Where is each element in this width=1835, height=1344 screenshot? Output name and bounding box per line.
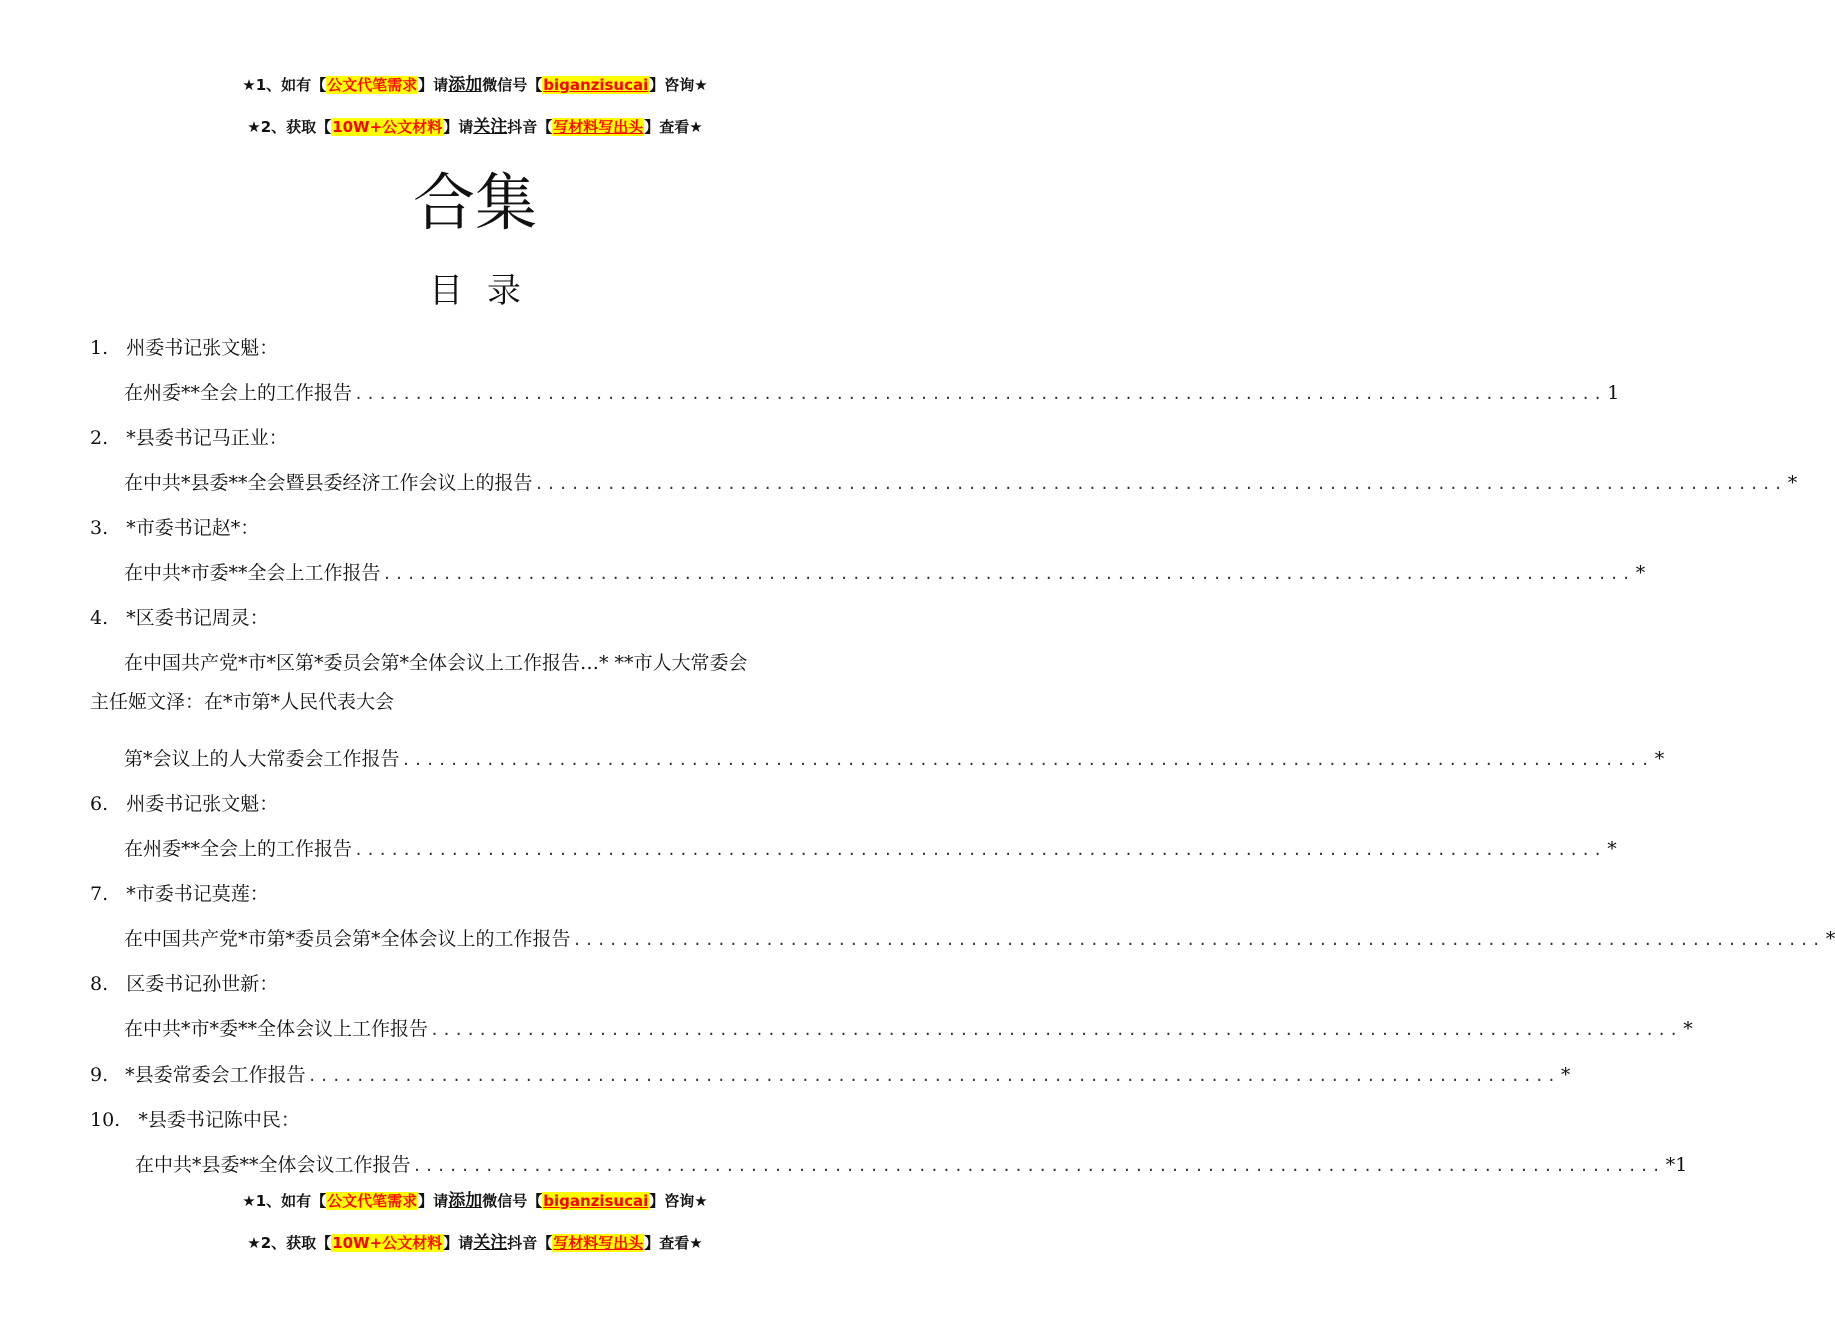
banner-text: 】请 (443, 1234, 474, 1252)
toc-heading-row (90, 1107, 300, 1133)
highlight-service: 公文代笔需求 (327, 76, 418, 94)
toc-entry[interactable] (124, 470, 1798, 497)
toc-leader-dots: ........................................................................................................ (307, 1067, 1559, 1085)
toc-entry-title: 在中共*市*委**全体会议上工作报告 (124, 1018, 429, 1040)
highlight-service: 公文代笔需求 (327, 1192, 418, 1210)
toc-leader-dots: ........................................................................................................ (354, 385, 1606, 403)
toc-page-number: * (1560, 1064, 1571, 1086)
toc-heading-row (90, 605, 269, 631)
toc-number: 8. (90, 973, 109, 995)
toc-leader-dots: ........................................................................................................ (412, 1157, 1664, 1175)
toc-heading-row (90, 425, 288, 451)
toc-heading-row (90, 971, 278, 997)
toc-entry[interactable] (124, 836, 1617, 863)
douyin-account-link[interactable]: 写材料写出头 (553, 1234, 644, 1252)
toc-number: 1. (90, 337, 109, 359)
toc-number: 7. (90, 883, 109, 905)
banner-text: ★1、如有【 (242, 76, 327, 94)
toc-heading-text: *市委书记赵*： (126, 517, 260, 539)
toc-entry[interactable] (124, 380, 1620, 407)
highlight-materials: 10W+公文材料 (332, 1234, 443, 1252)
toc-page-number: * (1787, 472, 1798, 494)
toc-leader-dots: ........................................................................................................ (430, 1021, 1682, 1039)
toc-entry-title: 主任姬文泽：在*市第*人民代表大会 (90, 691, 395, 713)
toc-heading-row (90, 335, 278, 361)
banner-emphasis: 关注 (473, 1233, 508, 1253)
footer-banner-line-2 (0, 1228, 950, 1253)
toc-page-number: * (1825, 928, 1835, 950)
toc-entry-title: 在中共*县委**全体会议工作报告 (135, 1154, 411, 1176)
banner-text: ★2、获取【 (247, 118, 332, 136)
toc-heading-text: *县委书记马正业： (126, 427, 288, 449)
toc-page-number: 1 (1607, 382, 1620, 404)
banner-text: 抖音【 (507, 1234, 553, 1252)
toc-heading-text: 州委书记张文魁： (126, 337, 279, 359)
toc-entry[interactable] (124, 560, 1646, 587)
toc-leader-dots: ........................................................................................................ (354, 841, 1606, 859)
toc-entry-title: 在州委**全会上的工作报告 (124, 382, 353, 404)
toc-page-number: * (1683, 1018, 1693, 1040)
banner-text: 】咨询★ (649, 76, 708, 94)
toc-heading-text: 州委书记张文魁： (126, 793, 279, 815)
toc-heading-text: *区委书记周灵： (126, 607, 269, 629)
toc-heading: 目录 (429, 271, 545, 311)
toc-leader-dots: ........................................................................................................ (572, 931, 1824, 949)
toc-number: 9. (90, 1064, 109, 1086)
wechat-id-link[interactable]: biganzisucai (543, 76, 649, 94)
banner-text: 】咨询★ (649, 1192, 708, 1210)
toc-page-number: * (1607, 838, 1617, 860)
toc-heading-row (90, 791, 278, 817)
toc-entry-title: 在州委**全会上的工作报告 (124, 838, 353, 860)
toc-heading-text: *县委书记陈中民： (138, 1109, 300, 1131)
toc-heading-row (90, 515, 259, 541)
banner-text: 微信号【 (482, 76, 543, 94)
toc-page-number: * (1635, 562, 1646, 584)
banner-text: 微信号【 (482, 1192, 543, 1210)
toc-leader-dots: ........................................................................................................ (382, 565, 1634, 583)
page-title: 合集 (412, 166, 537, 239)
banner-emphasis: 添加 (448, 1191, 483, 1211)
douyin-account-link[interactable]: 写材料写出头 (553, 118, 644, 136)
banner-text: ★1、如有【 (242, 1192, 327, 1210)
toc-entry-title: 在中国共产党*市*区第*委员会第*全体会议上工作报告…* **市人大常委会 (124, 652, 748, 674)
toc-heading-text: 区委书记孙世新： (126, 973, 279, 995)
banner-text: ★2、获取【 (247, 1234, 332, 1252)
toc-entry[interactable] (124, 746, 1665, 773)
toc-entry-line[interactable] (90, 689, 394, 715)
toc-entry[interactable] (124, 1016, 1693, 1043)
footer-banner-line-1 (0, 1186, 950, 1211)
toc-entry[interactable] (124, 926, 1835, 953)
toc-entry[interactable] (90, 1062, 1571, 1089)
banner-text: 】查看★ (644, 118, 703, 136)
banner-text: 】请 (418, 1192, 449, 1210)
banner-text: 抖音【 (507, 118, 553, 136)
toc-entry-title: 第*会议上的人大常委会工作报告 (124, 748, 400, 770)
toc-entry-title: 在中国共产党*市第*委员会第*全体会议上的工作报告 (124, 928, 571, 950)
toc-number: 2. (90, 427, 109, 449)
toc-entry-line[interactable] (124, 650, 748, 676)
banner-emphasis: 添加 (448, 75, 483, 95)
toc-entry-title: 在中共*市委**全会上工作报告 (124, 562, 381, 584)
wechat-id-link[interactable]: biganzisucai (543, 1192, 649, 1210)
toc-heading-text: *市委书记莫莲： (126, 883, 269, 905)
banner-text: 】请 (443, 118, 474, 136)
toc-page-number: *1 (1665, 1154, 1688, 1176)
toc-entry-title: *县委常委会工作报告 (125, 1064, 306, 1086)
toc-entry[interactable] (135, 1152, 1688, 1179)
banner-text: 】查看★ (644, 1234, 703, 1252)
banner-text: 】请 (418, 76, 449, 94)
highlight-materials: 10W+公文材料 (332, 118, 443, 136)
toc-heading-row (90, 881, 269, 907)
banner-emphasis: 关注 (473, 117, 508, 137)
toc-number: 3. (90, 517, 109, 539)
toc-leader-dots: ........................................................................................................ (534, 475, 1786, 493)
toc-number: 6. (90, 793, 109, 815)
toc-leader-dots: ........................................................................................................ (401, 751, 1653, 769)
toc-page-number: * (1654, 748, 1665, 770)
toc-number: 4. (90, 607, 109, 629)
toc-entry-title: 在中共*县委**全会暨县委经济工作会议上的报告 (124, 472, 533, 494)
toc-number: 10. (90, 1109, 121, 1131)
